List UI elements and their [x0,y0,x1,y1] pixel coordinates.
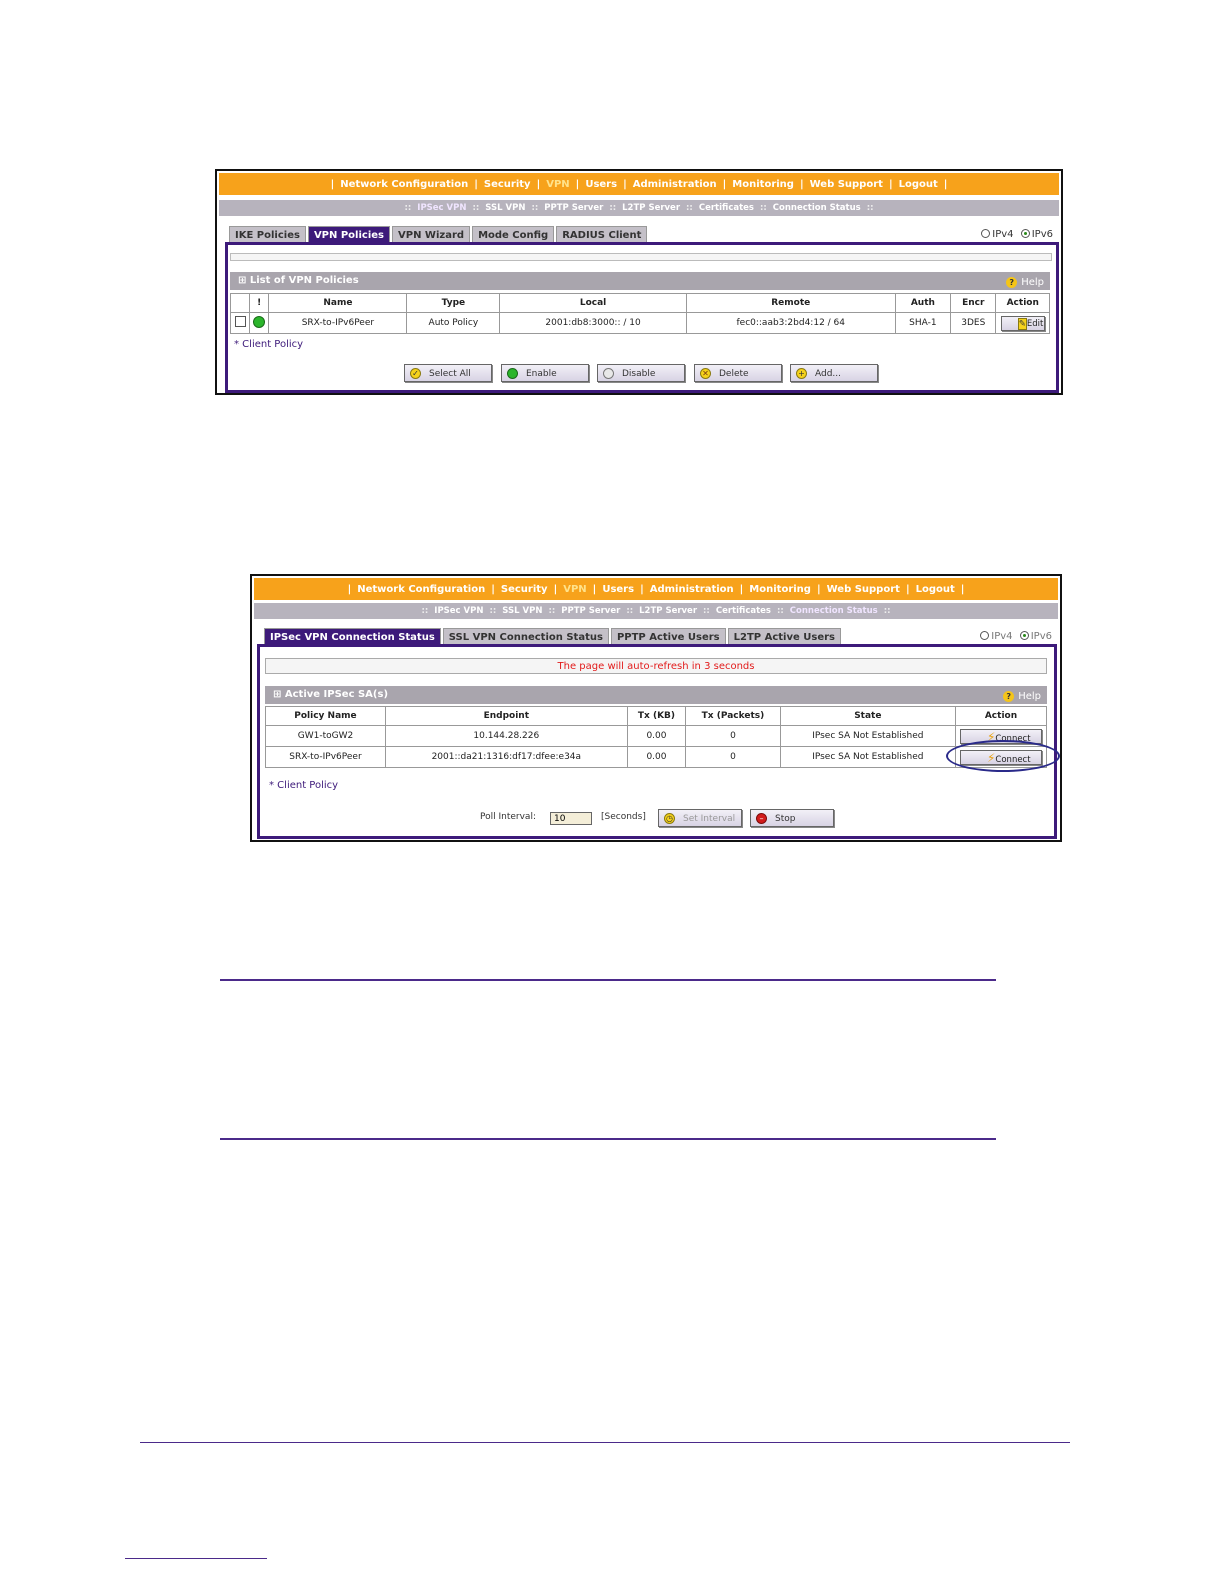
subnav-l2tp-server[interactable]: L2TP Server [639,606,698,616]
auto-refresh-notice: The page will auto-refresh in 3 seconds [265,658,1047,674]
help-link[interactable]: ? Help [1003,688,1041,706]
nav-web-support[interactable]: Web Support [809,178,883,190]
vpn-policies-screenshot [215,169,1063,395]
tab-l2tp-active-users[interactable]: L2TP Active Users [728,628,841,646]
col-name: Name [269,294,407,313]
col-encr: Encr [951,294,996,313]
policy-name: SRX-to-IPv6Peer [266,747,386,768]
subnav-certificates[interactable]: Certificates [698,203,754,213]
subnav-ipsec-vpn[interactable]: IPSec VPN [434,606,484,616]
divider-line [220,979,996,981]
state: IPsec SA Not Established [780,747,955,768]
tab-ssl-vpn-connection-status[interactable]: SSL VPN Connection Status [443,628,609,646]
tx-kb: 0.00 [627,747,686,768]
section-title: Active IPSec SA(s) [284,689,389,700]
tab-radius-client[interactable]: RADIUS Client [556,226,647,244]
tx-packets: 0 [686,747,780,768]
enable-button[interactable]: Enable [501,364,589,382]
seconds-label: [Seconds] [601,812,646,822]
ipv6-label: IPv6 [1030,631,1052,642]
nav-network-configuration[interactable]: Network Configuration [340,178,469,190]
nav-administration[interactable]: Administration [649,583,734,595]
edit-button[interactable]: ✎Edit [1001,316,1045,331]
section-icon: ⊞ [238,275,250,286]
nav-monitoring[interactable]: Monitoring [749,583,811,595]
delete-button[interactable]: ✕ Delete [694,364,782,382]
ipv4-label: IPv4 [992,229,1014,240]
col-endpoint: Endpoint [385,707,627,726]
endpoint: 2001::da21:1316:df17:dfee:e34a [385,747,627,768]
col-type: Type [407,294,500,313]
action-cell [996,313,1050,334]
set-interval-button[interactable]: ◷ Set Interval [658,809,742,827]
policy-type: Auto Policy [407,313,500,334]
ipv6-radio[interactable] [1021,229,1030,238]
lightning-icon: ⚡ [986,729,996,744]
nav-monitoring[interactable]: Monitoring [732,178,794,190]
sub-nav: :: IPSec VPN :: SSL VPN :: PPTP Server :: L2TP Server :: Certificates :: Connection Status :: [254,603,1058,619]
nav-network-configuration[interactable]: Network Configuration [357,583,486,595]
nav-security[interactable]: Security [483,178,531,190]
stop-icon: – [756,813,767,824]
disable-icon [603,368,614,379]
add-icon: + [796,368,807,379]
col-select [231,294,250,313]
footer-divider [140,1442,1070,1443]
tab-vpn-wizard[interactable]: VPN Wizard [392,226,470,244]
tab-vpn-policies[interactable]: VPN Policies [308,226,390,244]
policy-name: GW1-toGW2 [266,726,386,747]
table-header-row [231,294,1050,313]
active-ipsec-sa-table [265,706,1047,768]
col-local: Local [500,294,687,313]
nav-vpn[interactable]: VPN [546,178,570,190]
col-action: Action [996,294,1050,313]
table-row [266,747,1047,768]
tx-kb: 0.00 [627,726,686,747]
vpn-policies-table [230,293,1050,334]
nav-users[interactable]: Users [585,178,618,190]
section-header [230,272,1050,290]
nav-logout[interactable]: Logout [915,583,955,595]
tab-ike-policies[interactable]: IKE Policies [229,226,306,244]
subnav-certificates[interactable]: Certificates [715,606,771,616]
policy-remote: fec0::aab3:2bd4:12 / 64 [686,313,895,334]
delete-icon: ✕ [700,368,711,379]
subnav-ipsec-vpn[interactable]: IPSec VPN [417,203,467,213]
section-title: List of VPN Policies [249,275,359,286]
status-enabled-icon [253,316,265,328]
nav-logout[interactable]: Logout [898,178,938,190]
ipv6-radio[interactable] [1020,631,1029,640]
enable-icon [507,368,518,379]
connect-button[interactable]: ⚡Connect [960,750,1042,765]
tab-pptp-active-users[interactable]: PPTP Active Users [611,628,726,646]
row-checkbox-cell [231,313,250,334]
divider-line [220,1138,996,1140]
ipv4-radio[interactable] [981,229,990,238]
subnav-ssl-vpn[interactable]: SSL VPN [502,606,543,616]
clock-icon: ◷ [664,813,675,824]
client-policy-note: * Client Policy [269,780,339,791]
help-link[interactable]: ? Help [1006,274,1044,292]
col-action: Action [955,707,1046,726]
col-remote: Remote [686,294,895,313]
status-cell [250,313,269,334]
section-header [265,686,1047,704]
nav-web-support[interactable]: Web Support [826,583,900,595]
ip-version-options [981,229,1053,240]
col-tx-packets: Tx (Packets) [686,707,780,726]
ipv4-radio[interactable] [980,631,989,640]
nav-vpn[interactable]: VPN [563,583,587,595]
col-tx-kb: Tx (KB) [627,707,686,726]
policy-encr: 3DES [951,313,996,334]
content-panel [257,644,1057,839]
col-state: State [780,707,955,726]
col-status: ! [250,294,269,313]
highlight-ellipse [946,740,1060,772]
state: IPsec SA Not Established [780,726,955,747]
stop-button[interactable]: – Stop [750,809,834,827]
ipv4-label: IPv4 [991,631,1013,642]
footer-link-underline [125,1558,267,1559]
connect-button[interactable]: ⚡Connect [960,729,1042,744]
empty-message-bar [230,253,1052,261]
top-nav: | Network Configuration | Security | VPN | Users | Administration | Monitoring | Web Support | Logout | [254,578,1058,600]
sub-nav: :: IPSec VPN :: SSL VPN :: PPTP Server :: L2TP Server :: Certificates :: Connection Status :: [219,200,1059,216]
nav-users[interactable]: Users [602,583,635,595]
subnav-ssl-vpn[interactable]: SSL VPN [485,203,526,213]
top-nav: | Network Configuration | Security | VPN | Users | Administration | Monitoring | Web Support | Logout | [219,173,1059,195]
subnav-connection-status[interactable]: Connection Status [772,203,861,213]
nav-security[interactable]: Security [500,583,548,595]
col-policy-name: Policy Name [266,707,386,726]
subnav-pptp-server[interactable]: PPTP Server [561,606,621,616]
col-auth: Auth [895,294,950,313]
subnav-connection-status[interactable]: Connection Status [789,606,878,616]
poll-interval-input[interactable]: 10 [550,812,592,825]
ip-version-options [980,631,1052,642]
disable-button[interactable]: Disable [597,364,685,382]
subnav-pptp-server[interactable]: PPTP Server [544,203,604,213]
table-header-row [266,707,1047,726]
connection-status-screenshot [250,574,1062,842]
lightning-icon: ⚡ [986,750,996,765]
nav-administration[interactable]: Administration [632,178,717,190]
subnav-l2tp-server[interactable]: L2TP Server [622,203,681,213]
tx-packets: 0 [686,726,780,747]
endpoint: 10.144.28.226 [385,726,627,747]
help-icon: ? [1006,277,1017,288]
row-checkbox[interactable] [235,316,246,327]
add-button[interactable]: + Add... [790,364,878,382]
policy-auth: SHA-1 [895,313,950,334]
tab-ipsec-vpn-connection-status[interactable]: IPSec VPN Connection Status [264,628,441,646]
select-all-button[interactable]: ✓ Select All [404,364,492,382]
check-icon: ✓ [410,368,421,379]
policy-local: 2001:db8:3000:: / 10 [500,313,687,334]
tab-mode-config[interactable]: Mode Config [472,226,554,244]
section-icon: ⊞ [273,689,285,700]
content-panel [225,242,1059,393]
client-policy-note: * Client Policy [234,339,304,350]
policy-name: SRX-to-IPv6Peer [269,313,407,334]
ipv6-label: IPv6 [1031,229,1053,240]
table-row [231,313,1050,334]
pencil-icon: ✎ [1018,318,1026,329]
poll-interval-label: Poll Interval: [480,812,536,822]
table-row [266,726,1047,747]
help-icon: ? [1003,691,1014,702]
